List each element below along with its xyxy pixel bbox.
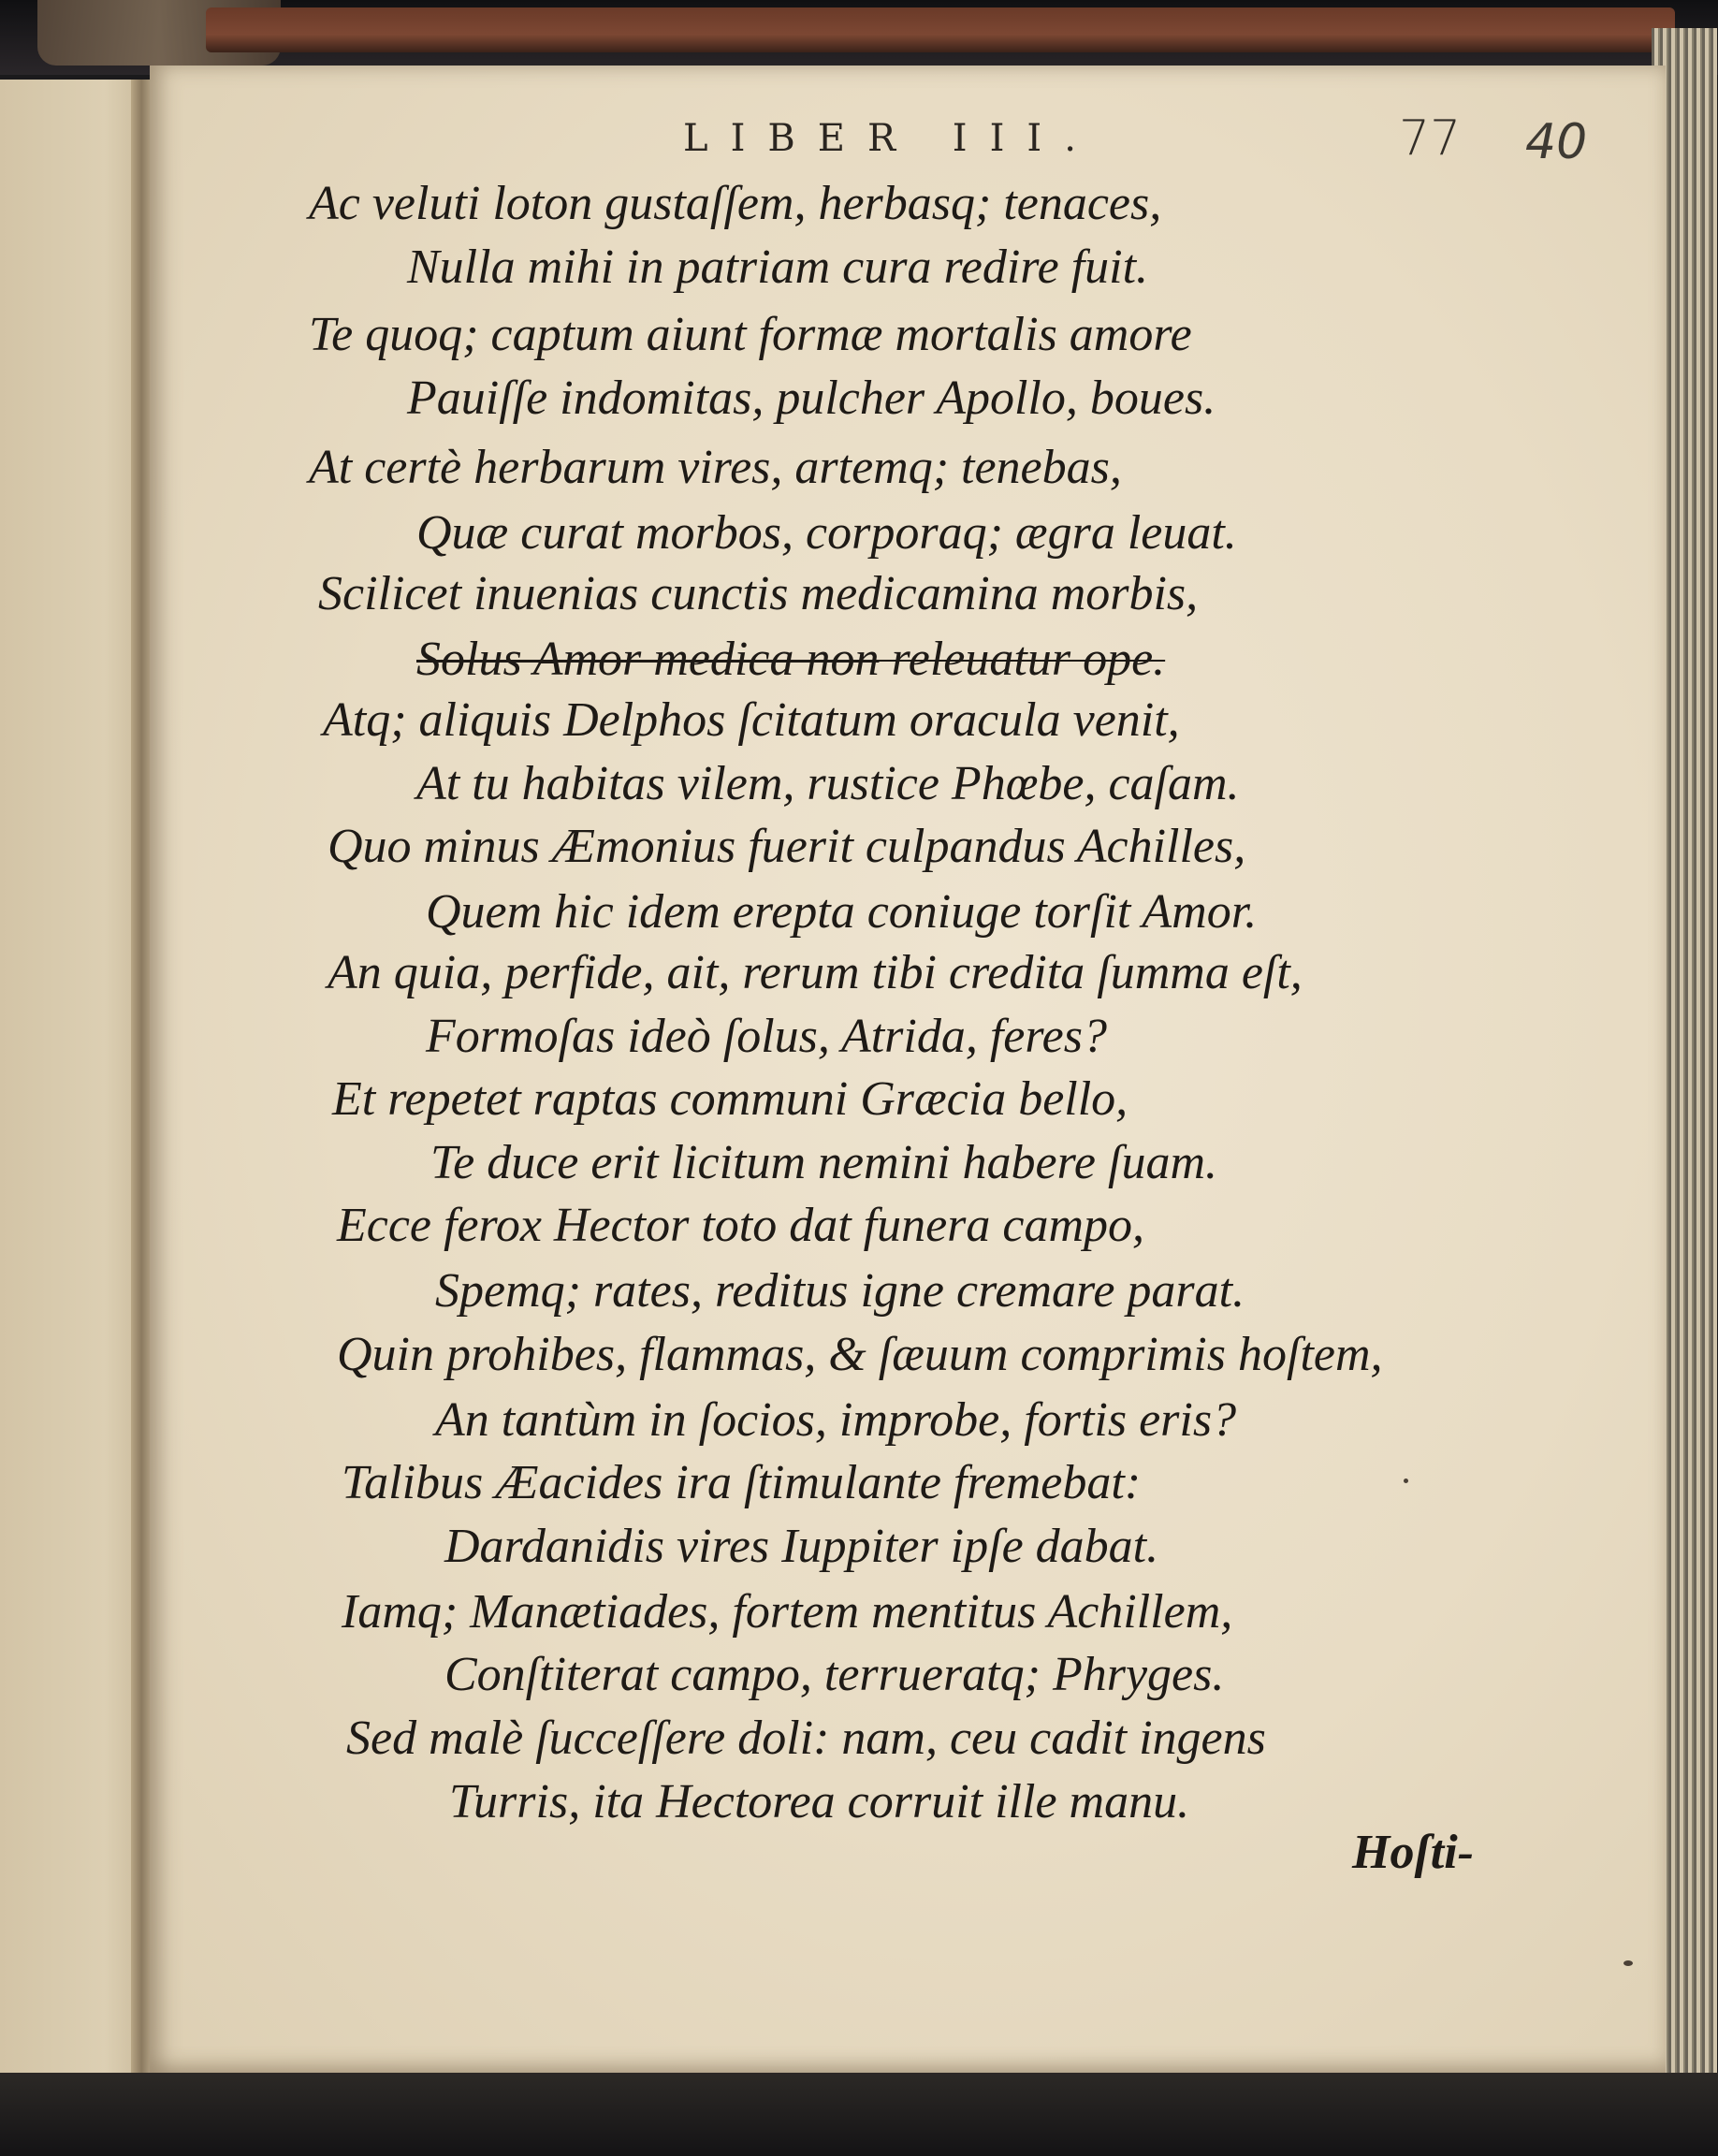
verse-line: Dardanidis vires Iuppiter ipſe dabat.: [444, 1520, 1159, 1573]
verse-line: Quem hic idem erepta coniuge torſit Amor.: [426, 885, 1258, 939]
bottom-shadow: [0, 2073, 1718, 2156]
verse-line: Te duce erit licitum nemini habere ſuam.: [430, 1136, 1218, 1189]
verse-line: Talibus Æacides ira ſtimulante fremebat:: [342, 1456, 1142, 1509]
verse-line: Atq; aliquis Delphos ſcitatum oracula venit,: [323, 693, 1180, 747]
verse-line: Iamq; Manætiades, fortem mentitus Achillem,: [342, 1585, 1233, 1639]
verse-line: Te quoq; captum aiunt formæ mortalis amore: [309, 308, 1192, 361]
verse-line: [416, 632, 1165, 687]
verse-line: Et repetet raptas communi Græcia bello,: [332, 1072, 1128, 1126]
verse-line: An tantùm in ſocios, improbe, fortis eris?: [435, 1393, 1237, 1447]
page: [150, 66, 1666, 2073]
verse-line: Nulla mihi in patriam cura redire fuit.: [407, 240, 1149, 294]
verse-line: Quin prohibes, flammas, & ſæuum comprimis hoſtem,: [337, 1328, 1383, 1381]
verse-line: Formoſas ideò ſolus, Atrida, feres?: [426, 1010, 1107, 1063]
running-head: LIBER III.: [683, 117, 1099, 160]
verse-line: Sed malè ſucceſſere doli: nam, ceu cadit ingens: [346, 1712, 1266, 1765]
verse-line: Scilicet inuenias cunctis medicamina morbis,: [318, 567, 1199, 620]
printed-page-number: 77: [1399, 110, 1462, 167]
verse-line: Ecce ferox Hector toto dat funera campo,: [337, 1199, 1145, 1252]
verse-text: releuatur ope.: [879, 633, 1166, 686]
struck-through-text: Solus Amor medica non: [416, 633, 880, 686]
verse-line: Pauiſſe indomitas, pulcher Apollo, boues.: [407, 371, 1216, 425]
verse-line: Quo minus Æmonius fuerit culpandus Achilles,: [328, 820, 1246, 873]
verse-line: At tu habitas vilem, rustice Phœbe, caſam.: [416, 757, 1240, 810]
verse-line: Conſtiterat campo, terrueratq; Phryges.: [444, 1648, 1225, 1701]
book-cover-edge: [206, 7, 1675, 52]
verse-line: Ac veluti loton gustaſſem, herbasq; tenaces,: [309, 177, 1162, 230]
ink-speck: [1404, 1479, 1408, 1483]
verse-line: Turris, ita Hectorea corruit ille manu.: [449, 1775, 1190, 1828]
facing-page: [0, 80, 150, 2073]
verse-line: At certè herbarum vires, artemq; tenebas,: [309, 441, 1122, 494]
verse-line: Spemq; rates, reditus igne cremare parat.: [435, 1264, 1245, 1318]
handwritten-folio-number: 40: [1525, 114, 1588, 170]
verse-line: An quia, perfide, ait, rerum tibi credita ſumma eſt,: [328, 946, 1303, 999]
ink-speck: [1623, 1960, 1633, 1966]
catchword: Hoſti-: [1352, 1826, 1474, 1879]
verse-line: Quæ curat morbos, corporaq; ægra leuat.: [416, 506, 1237, 560]
